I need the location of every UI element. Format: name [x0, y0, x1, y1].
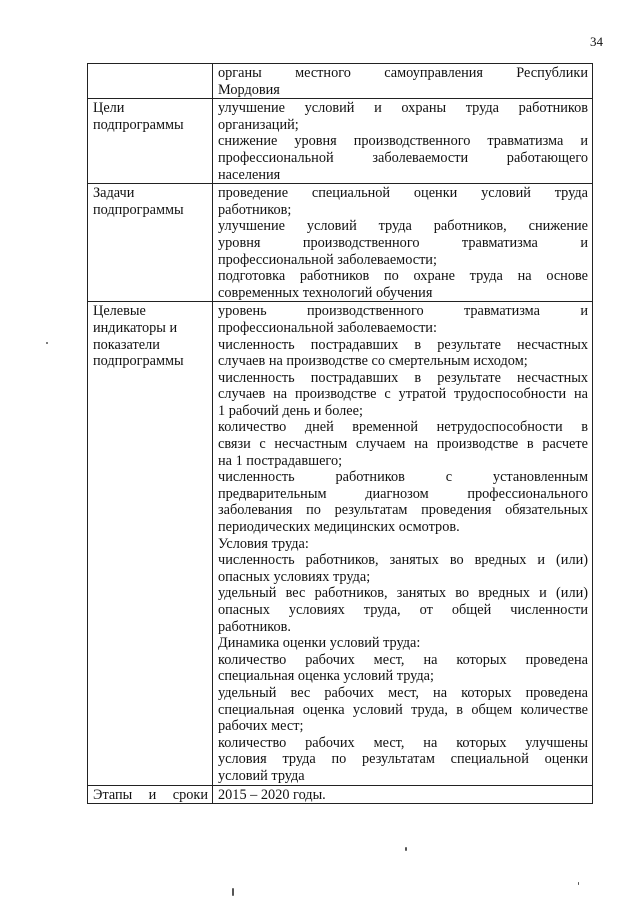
label-line: Целевые — [93, 303, 146, 320]
subprogram-passport-table — [87, 63, 593, 804]
scan-speck — [232, 888, 234, 896]
value-line: удельный вес работников, занятых во вредных и (или) — [218, 585, 588, 602]
value-line: 2015 – 2020 годы. — [218, 786, 326, 803]
row-value-cell — [213, 785, 593, 804]
value-line: случаев на производстве с утратой трудоспособности на — [218, 386, 588, 403]
row-label-cell — [88, 302, 213, 785]
value-line: Условия труда: — [218, 535, 309, 552]
row-value-cell — [213, 302, 593, 785]
value-line: условий труда — [218, 767, 305, 784]
row-value-cell — [213, 184, 593, 302]
value-line: специальная оценка условий труда, в общем количестве — [218, 701, 588, 718]
value-line: профессиональной заболеваемости; — [218, 251, 437, 268]
table-row — [88, 184, 593, 302]
value-line: на 1 пострадавшего; — [218, 452, 343, 469]
label-line: подпрограммы — [93, 116, 184, 133]
label-line: индикаторы и — [93, 319, 178, 336]
value-line: количество рабочих мест, на которых проведена — [218, 651, 588, 668]
value-line: случаев на производстве со смертельным исходом; — [218, 353, 528, 370]
value-line: Динамика оценки условий труда: — [218, 635, 421, 652]
value-line: населения — [218, 166, 281, 183]
value-line: современных технологий обучения — [218, 284, 433, 301]
value-line: улучшение условий и охраны труда работников — [218, 100, 588, 117]
row-label-cell — [88, 99, 213, 184]
row-label-cell — [88, 184, 213, 302]
value-line: количество рабочих мест, на которых улучшены — [218, 734, 588, 751]
value-line: заболевания по результатам проведения обязательных — [218, 502, 588, 519]
row-label-cell — [88, 785, 213, 804]
value-line: проведение специальной оценки условий труда — [218, 185, 588, 202]
label-line: подпрограммы — [93, 353, 184, 370]
value-line: 1 рабочий день и более; — [218, 402, 363, 419]
value-line: связи с несчастным случаем на производстве в расчете — [218, 436, 588, 453]
label-line: Задачи — [93, 185, 135, 202]
value-line: уровень производственного травматизма и — [218, 303, 588, 320]
value-line: численность пострадавших в результате несчастных — [218, 369, 588, 386]
value-line: уровня производственного травматизма и — [218, 234, 588, 251]
label-line: подпрограммы — [93, 201, 184, 218]
value-line: снижение уровня производственного травматизма и — [218, 133, 588, 150]
value-line: улучшение условий труда работников, снижение — [218, 218, 588, 235]
value-line: количество дней временной нетрудоспособности в — [218, 419, 588, 436]
row-value-cell — [213, 99, 593, 184]
value-line: опасных условиях труда; — [218, 568, 371, 585]
value-line: специальная оценка условий труда; — [218, 668, 434, 685]
value-line: опасных условиях труда, от общей численности — [218, 602, 588, 618]
row-value-cell — [213, 64, 593, 99]
table-row — [88, 64, 593, 99]
row-label-cell — [88, 64, 213, 99]
value-line: рабочих мест; — [218, 718, 304, 735]
table-row — [88, 99, 593, 184]
value-line: профессиональной заболеваемости: — [218, 319, 437, 336]
value-line: профессиональной заболеваемости работающего — [218, 149, 588, 166]
label-line: Цели — [93, 100, 125, 117]
value-line: организаций; — [218, 116, 299, 133]
scan-speck — [46, 342, 48, 344]
table-row — [88, 302, 593, 785]
label-line: показатели — [93, 336, 160, 353]
scan-speck — [405, 847, 407, 851]
value-line: численность работников с установленным — [218, 469, 588, 486]
value-line: периодических медицинских осмотров. — [218, 519, 460, 536]
value-line: Мордовия — [218, 81, 280, 98]
value-line: органы местного самоуправления Республики — [218, 65, 588, 81]
scan-speck — [578, 882, 579, 885]
page-number: 34 — [590, 34, 603, 49]
value-line: работников. — [218, 618, 291, 635]
table-body — [88, 64, 593, 804]
value-line: численность работников, занятых во вредных и (или) — [218, 552, 588, 569]
label-line: Этапы и сроки — [93, 786, 208, 803]
table-row — [88, 785, 593, 804]
value-line: удельный вес рабочих мест, на которых проведена — [218, 684, 588, 701]
value-line: подготовка работников по охране труда на основе — [218, 268, 588, 285]
value-line: работников; — [218, 201, 292, 218]
value-line: численность пострадавших в результате несчастных — [218, 336, 588, 353]
value-line: условия труда по результатам специальной оценки — [218, 751, 588, 768]
value-line: предварительным диагнозом профессионального — [218, 485, 588, 502]
